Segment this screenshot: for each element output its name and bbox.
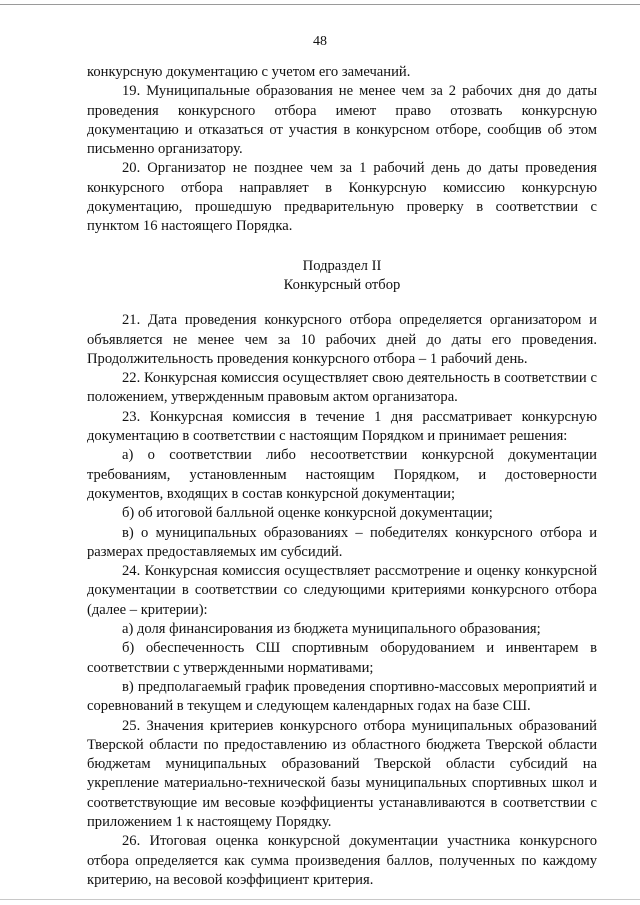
- paragraph-23-a: а) о соответствии либо несоответствии конкурсной документации требованиям, установленным настоящим Порядком, и достоверности документов, входящих в состав конкурсной документации;: [87, 447, 597, 502]
- page-number: 48: [313, 34, 327, 49]
- paragraph-22: 22. Конкурсная комиссия осуществляет свою деятельность в соответствии с положением, утвержденным правовым актом организатора.: [87, 370, 597, 406]
- paragraph-24-c: в) предполагаемый график проведения спортивно-массовых мероприятий и соревнований в текущем и следующем календарных годах на базе СШ.: [87, 678, 597, 715]
- paragraph-23: 23. Конкурсная комиссия в течение 1 дня рассматривает конкурсную документацию в соответствии с настоящим Порядком и принимает решения:: [87, 408, 597, 445]
- subsection-title: Конкурсный отбор: [283, 276, 401, 293]
- paragraph-25: 25. Значения критериев конкурсного отбора муниципальных образований Тверской области по предоставлению из областного бюджета Тверской области бюджетам муниципальных образований Тверской области субсидий на укрепление материально-технической базы муниципальных спортивных школ и соответствующие им весовые коэффициенты устанавливаются в соответствии с приложением 1 к настоящему Порядку.: [87, 717, 597, 830]
- paragraph-26: 26. Итоговая оценка конкурсной документации участника конкурсного отбора определяется как сумма произведения баллов, полученных по каждому критерию, на весовой коэффициент критерия.: [87, 833, 597, 888]
- paragraph-20: 20. Организатор не позднее чем за 1 рабочий день до даты проведения конкурсного отбора направляет в Конкурсную комиссию конкурсную документацию, прошедшую предварительную проверку в соответствии с пунктом 16 настоящего Порядка.: [87, 160, 597, 235]
- paragraph-24: 24. Конкурсная комиссия осуществляет рассмотрение и оценку конкурсной документации в соответствии со следующими критериями конкурсного отбора (далее – критерии):: [87, 563, 597, 618]
- paragraph-24-a: а) доля финансирования из бюджета муниципального образования;: [122, 621, 541, 638]
- subsection-heading: [87, 257, 597, 296]
- scan-edge-top: [0, 4, 640, 5]
- document-body: [87, 63, 597, 890]
- scan-edge-bottom: [0, 899, 640, 900]
- paragraph-19: 19. Муниципальные образования не менее чем за 2 рабочих дня до даты проведения конкурсного отбора имеют право отозвать конкурсную документацию и отказаться от участия в конкурсном отборе, сообщив об этом письменно организатору.: [87, 83, 597, 158]
- paragraph-23-b: б) об итоговой балльной оценке конкурсной документации;: [122, 505, 493, 522]
- subsection-number: Подраздел II: [302, 257, 382, 274]
- paragraph-24-b: б) обеспеченность СШ спортивным оборудованием и инвентарем в соответствии с утвержденными нормативами;: [87, 640, 597, 676]
- paragraph-continuation: конкурсную документацию с учетом его замечаний.: [87, 64, 411, 80]
- paragraph-23-c: в) о муниципальных образованиях – победителях конкурсного отбора и размерах предоставляемых им субсидий.: [87, 524, 597, 560]
- paragraph-21: 21. Дата проведения конкурсного отбора определяется организатором и объявляется не менее чем за 10 рабочих дней до даты его проведения. Продолжительность проведения конкурсного отбора – 1 рабочий день.: [87, 312, 597, 367]
